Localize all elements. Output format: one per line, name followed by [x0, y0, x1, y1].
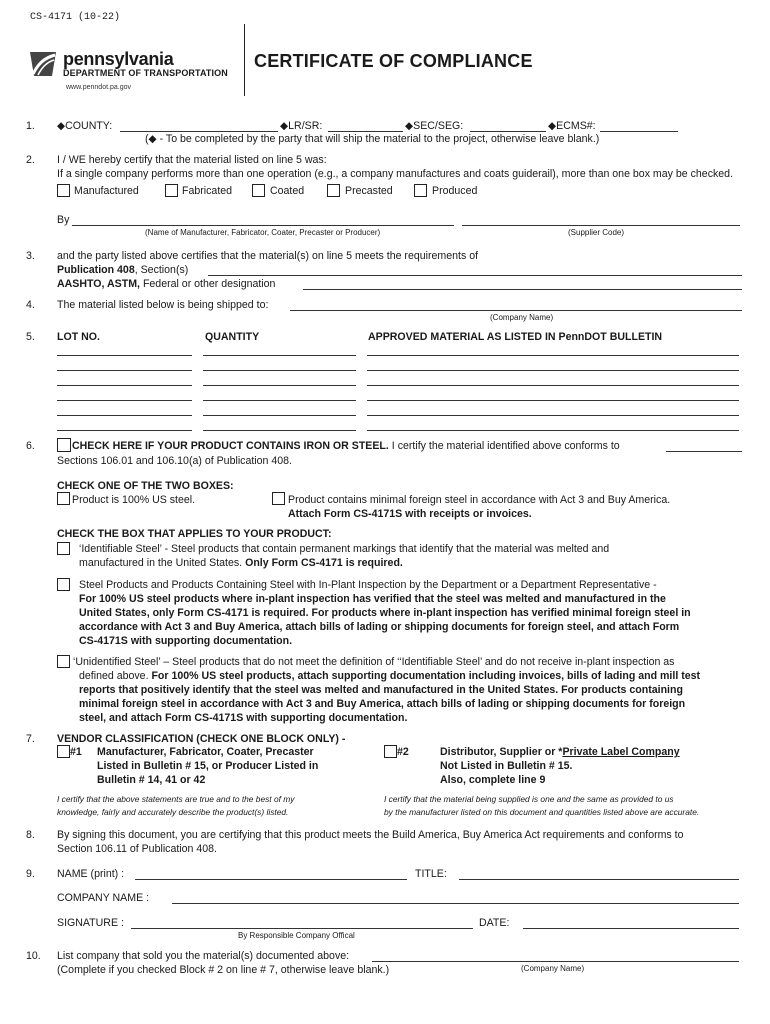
line-number-6: 6.: [26, 440, 35, 452]
produced-label: Produced: [432, 185, 478, 197]
section-label: , Section(s): [134, 264, 189, 276]
block2-line2: Not Listed in Bulletin # 15.: [440, 760, 573, 772]
quantity-field[interactable]: [203, 400, 356, 401]
company-field[interactable]: [172, 903, 739, 904]
line8-text2: Section 106.11 of Publication 408.: [57, 843, 218, 855]
block1-line2: Listed in Bulletin # 15, or Producer Listed in: [97, 760, 319, 772]
line-number-4: 4.: [26, 299, 35, 311]
keystone-logo-icon: [28, 48, 58, 78]
coated-label: Coated: [270, 185, 305, 197]
unidentified-steel-checkbox[interactable]: [57, 655, 70, 668]
lot-no-field[interactable]: [57, 430, 192, 431]
conforms-field[interactable]: [666, 451, 742, 452]
lot-no-header: LOT NO.: [57, 331, 100, 343]
ecms-label: ◆ECMS#:: [548, 120, 596, 132]
aashto-label: [57, 278, 275, 290]
date-label: DATE:: [479, 917, 510, 929]
foreign-steel-checkbox[interactable]: [272, 492, 285, 505]
two-boxes-heading: CHECK ONE OF THE TWO BOXES:: [57, 480, 234, 492]
unidentified-text3: reports that positively identify that the steel was melted and manufactured in the United States. For products containing: [79, 684, 683, 696]
line-number-1: 1.: [26, 120, 35, 132]
identifiable-steel-text1: ‘Identifiable Steel’ - Steel products that contain permanent markings that identify that the material was melted and: [79, 543, 610, 555]
foreign-steel-label: Product contains minimal foreign steel in accordance with Act 3 and Buy America.: [288, 494, 671, 506]
secseg-label: ◆SEC/SEG:: [405, 120, 464, 132]
page-title: CERTIFICATE OF COMPLIANCE: [254, 51, 533, 71]
cert2-line1: I certify that the material being supplied is one and the same as provided to us: [384, 794, 674, 804]
name-label: NAME (print) :: [57, 868, 125, 880]
lot-no-field[interactable]: [57, 385, 192, 386]
approved-material-field[interactable]: [367, 355, 739, 356]
manufacturer-name-field[interactable]: [72, 225, 454, 226]
precasted-checkbox[interactable]: [327, 184, 340, 197]
company-label: COMPANY NAME :: [57, 892, 150, 904]
line-number-5: 5.: [26, 331, 35, 343]
manufactured-checkbox[interactable]: [57, 184, 70, 197]
line-number-2: 2.: [26, 154, 35, 166]
quantity-field[interactable]: [203, 370, 356, 371]
quantity-field[interactable]: [203, 355, 356, 356]
approved-material-field[interactable]: [367, 400, 739, 401]
fabricated-label: Fabricated: [182, 185, 233, 197]
signature-label: SIGNATURE :: [57, 917, 124, 929]
line-number-3: 3.: [26, 250, 35, 262]
line-number-8: 8.: [26, 829, 35, 841]
lot-no-field[interactable]: [57, 355, 192, 356]
conforms-text: I certify the material identified above conforms to: [388, 440, 620, 452]
unidentified-bold: For 100% US steel products, attach supporting documentation including invoices, bills of lading and mill test: [151, 670, 701, 682]
form-number: CS-4171 (10-22): [30, 12, 121, 23]
publication-bold: Publication 408: [57, 264, 135, 276]
secseg-field[interactable]: [470, 131, 546, 132]
website: www.penndot.pa.gov: [66, 84, 131, 91]
county-label: ◆COUNTY:: [57, 120, 113, 132]
signature-field[interactable]: [131, 928, 473, 929]
shipped-to-label: The material listed below is being shipped to:: [57, 299, 269, 311]
line10-text2: (Complete if you checked Block # 2 on line # 7, otherwise leave blank.): [57, 964, 390, 976]
department-name: DEPARTMENT OF TRANSPORTATION: [63, 68, 228, 78]
inplant-inspection-checkbox[interactable]: [57, 578, 70, 591]
iron-steel-label: [72, 440, 620, 452]
publication-label: [57, 264, 188, 276]
block2-line3: Also, complete line 9: [440, 774, 546, 786]
vendor-heading: VENDOR CLASSIFICATION (CHECK ONE BLOCK ONLY) -: [57, 733, 346, 745]
line1-note: (◆ - To be completed by the party that will ship the material to the project, otherwise leave blank.): [145, 133, 600, 145]
company-name-caption: (Company Name): [490, 313, 554, 322]
us-steel-label: Product is 100% US steel.: [72, 494, 196, 506]
lot-no-field[interactable]: [57, 400, 192, 401]
designation-label: Federal or other designation: [140, 278, 276, 290]
line8-text1: By signing this document, you are certifying that this product meets the Build America, Buy America Act requirements and conforms to: [57, 829, 684, 841]
county-field[interactable]: [120, 131, 278, 132]
inplant-text5: CS-4171S with supporting documentation.: [79, 635, 293, 647]
private-label-company: Private Label Company: [562, 746, 680, 758]
lrsr-label: ◆LR/SR:: [280, 120, 323, 132]
block2-number: #2: [397, 746, 409, 758]
section-field[interactable]: [208, 275, 742, 276]
line3-text1: and the party listed above certifies that the material(s) on line 5 meets the requirements of: [57, 250, 479, 262]
sold-by-field[interactable]: [372, 961, 739, 962]
block2-line1: [440, 746, 680, 758]
approved-material-header: APPROVED MATERIAL AS LISTED IN PennDOT BULLETIN: [368, 331, 663, 343]
block1-line3: Bulletin # 14, 41 or 42: [97, 774, 206, 786]
inplant-text2: For 100% US steel products where in-plant inspection has verified that the steel was melted and manufactured in the: [79, 593, 666, 605]
line-number-7: 7.: [26, 733, 35, 745]
iron-steel-checkbox[interactable]: [57, 438, 71, 452]
fabricated-checkbox[interactable]: [165, 184, 178, 197]
unidentified-text2: [79, 670, 700, 682]
quantity-field[interactable]: [203, 430, 356, 431]
quantity-header: QUANTITY: [205, 331, 260, 343]
block2-checkbox[interactable]: [384, 745, 397, 758]
precasted-label: Precasted: [345, 185, 393, 197]
approved-material-field[interactable]: [367, 385, 739, 386]
supplier-code-field[interactable]: [462, 225, 740, 226]
ecms-field[interactable]: [600, 131, 678, 132]
inplant-text4: accordance with Act 3 and Buy America, attach bills of lading or shipping documents for foreign steel, and attach Form: [79, 621, 680, 633]
identifiable-steel-reg: manufactured in the United States.: [79, 557, 246, 569]
cert1-line1: I certify that the above statements are true and to the best of my: [57, 794, 295, 804]
line-number-9: 9.: [26, 868, 35, 880]
block1-line1: Manufacturer, Fabricator, Coater, Precaster: [97, 746, 314, 758]
line-number-10: 10.: [26, 950, 41, 962]
unidentified-text1: ‘Unidentified Steel’ – Steel products that do not meet the definition of ‘‘Identifiable Steel’ and do not receive in-plant inspection as: [73, 656, 675, 668]
identifiable-steel-text2: [79, 557, 403, 569]
line2-text2: If a single company performs more than one operation (e.g., a company manufactures and coats guiderail), more than one box may be checked.: [57, 168, 734, 180]
name-field[interactable]: [135, 879, 407, 880]
inplant-text1: Steel Products and Products Containing Steel with In-Plant Inspection by the Department or a Department Representative -: [79, 579, 657, 591]
aashto-bold: AASHTO, ASTM,: [57, 278, 140, 290]
lrsr-field[interactable]: [328, 131, 403, 132]
designation-field[interactable]: [303, 289, 742, 290]
block2-distributor: Distributor, Supplier or *: [440, 746, 563, 758]
approved-material-field[interactable]: [367, 415, 739, 416]
produced-checkbox[interactable]: [414, 184, 427, 197]
manufacturer-name-caption: (Name of Manufacturer, Fabricator, Coater, Precaster or Producer): [145, 228, 381, 237]
identifiable-steel-bold: Only Form CS-4171 is required.: [245, 557, 403, 569]
quantity-field[interactable]: [203, 385, 356, 386]
unidentified-text4: minimal foreign steel in accordance with Act 3 and Buy America, attach bills of lading or shipping documents for foreign: [79, 698, 686, 710]
lot-no-field[interactable]: [57, 370, 192, 371]
applies-heading: CHECK THE BOX THAT APPLIES TO YOUR PRODUCT:: [57, 528, 332, 540]
unidentified-reg: defined above.: [79, 670, 152, 682]
brand-name: pennsylvania: [63, 49, 174, 69]
approved-material-field[interactable]: [367, 370, 739, 371]
header-divider: [244, 24, 245, 96]
us-steel-checkbox[interactable]: [57, 492, 70, 505]
identifiable-steel-checkbox[interactable]: [57, 542, 70, 555]
inplant-text3: United States, only Form CS-4171 is required. For products where in-plant inspection has verified minimal foreign steel in: [79, 607, 691, 619]
iron-steel-bold: CHECK HERE IF YOUR PRODUCT CONTAINS IRON OR STEEL.: [72, 440, 389, 452]
block1-number: #1: [70, 746, 82, 758]
date-field[interactable]: [523, 928, 739, 929]
supplier-code-caption: (Supplier Code): [568, 228, 625, 237]
title-label: TITLE:: [415, 868, 447, 880]
sold-by-caption: (Company Name): [521, 964, 585, 973]
cert2-line2: by the manufacturer listed on this document and quantities listed above are accurate.: [384, 807, 700, 817]
title-field[interactable]: [459, 879, 739, 880]
by-label: By: [57, 214, 70, 226]
cert1-line2: knowledge, fairly and accurately describe the product(s) listed.: [57, 807, 289, 817]
coated-checkbox[interactable]: [252, 184, 265, 197]
block1-checkbox[interactable]: [57, 745, 70, 758]
line2-text1: I / WE hereby certify that the material listed on line 5 was:: [57, 154, 327, 166]
lot-no-field[interactable]: [57, 415, 192, 416]
sections-text: Sections 106.01 and 106.10(a) of Publication 408.: [57, 455, 292, 467]
foreign-steel-attach: Attach Form CS-4171S with receipts or invoices.: [288, 508, 532, 520]
quantity-field[interactable]: [203, 415, 356, 416]
manufactured-label: Manufactured: [74, 185, 139, 197]
line10-text1: List company that sold you the material(s) documented above:: [57, 950, 350, 962]
unidentified-text5: steel, and attach Form CS-4171S with supporting documentation.: [79, 712, 408, 724]
shipped-to-field[interactable]: [290, 310, 742, 311]
approved-material-field[interactable]: [367, 430, 739, 431]
signature-caption: By Responsible Company Offical: [238, 931, 355, 940]
